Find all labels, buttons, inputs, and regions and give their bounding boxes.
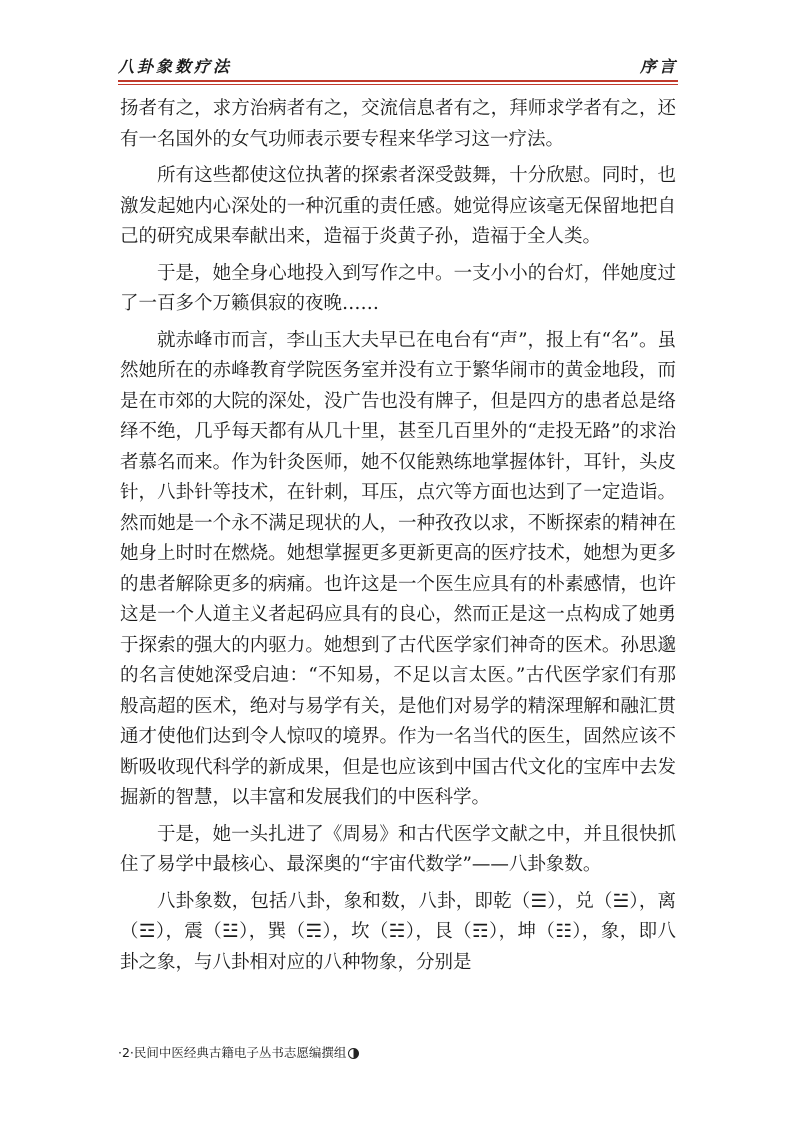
body-text bbox=[120, 94, 676, 984]
header-rule-thin bbox=[118, 84, 678, 85]
paragraph-3: 于是，她全身心地投入到写作之中。一支小小的台灯，伴她度过了一百多个万籁俱寂的夜晚…… bbox=[120, 262, 676, 314]
yin-yang-icon bbox=[348, 1048, 359, 1059]
paragraph-6: 八卦象数，包括八卦，象和数，八卦，即乾（☰），兑（☱），离（☲），震（☳），巽（☴），坎（☵），艮（☶），坤（☷），象，即八卦之象，与八卦相对应的八种物象，分别是 bbox=[120, 890, 676, 973]
page-header bbox=[118, 52, 678, 80]
paragraph-4: 就赤峰市而言，李山玉大夫早已在电台有“声”，报上有“名”。虽然她所在的赤峰教育学院医务室并没有立于繁华闹市的黄金地段，而是在市郊的大院的深处，没广告也没有牌子，但是四方的患者总是络绎不绝，几乎每天都有从几十里，甚至几百里外的“走投无路”的求治者慕名而来。作为针灸医师，她不仅能熟练地掌握体针，耳针，头皮针，八卦针等技术，在针刺，耳压，点穴等方面也达到了一定造诣。然而她是一个永不满足现状的人，一种孜孜以求，不断探索的精神在她身上时时在燃烧。她想掌握更多更新更高的医疗技术，她想为更多的患者解除更多的病痛。也许这是一个医生应具有的朴素感情，也许这是一个人道主义者起码应具有的良心，然而正是这一点构成了她勇于探索的强大的内驱力。她想到了古代医学家们神奇的医术。孙思邈的名言使她深受启迪：“不知易，不足以言太医。”古代医学家们有那般高超的医术，绝对与易学有关，是他们对易学的精深理解和融汇贯通才使他们达到令人惊叹的境界。作为一名当代的医生，固然应该不断吸收现代科学的新成果，但是也应该到中国古代文化的宝库中去发掘新的智慧，以丰富和发展我们的中医科学。 bbox=[120, 329, 676, 808]
footer-text: ·2·民间中医经典古籍电子丛书志愿编撰组 bbox=[118, 1045, 347, 1060]
paragraph-1: 扬者有之，求方治病者有之，交流信息者有之，拜师求学者有之，还有一名国外的女气功师表示要专程来华学习这一疗法。 bbox=[120, 98, 676, 150]
page-footer bbox=[118, 1043, 359, 1061]
paragraph-2: 所有这些都使这位执著的探索者深受鼓舞，十分欣慰。同时，也激发起她内心深处的一种沉重的责任感。她觉得应该毫无保留地把自己的研究成果奉献出来，造福于炎黄子孙，造福于全人类。 bbox=[120, 165, 676, 247]
header-rule-thick bbox=[118, 80, 678, 82]
paragraph-5: 于是，她一头扎进了《周易》和古代医学文献之中，并且很快抓住了易学中最核心、最深奥的“宇宙代数学”——八卦象数。 bbox=[120, 823, 676, 875]
section-title: 序言 bbox=[639, 57, 678, 76]
book-title: 八卦象数疗法 bbox=[118, 57, 233, 76]
